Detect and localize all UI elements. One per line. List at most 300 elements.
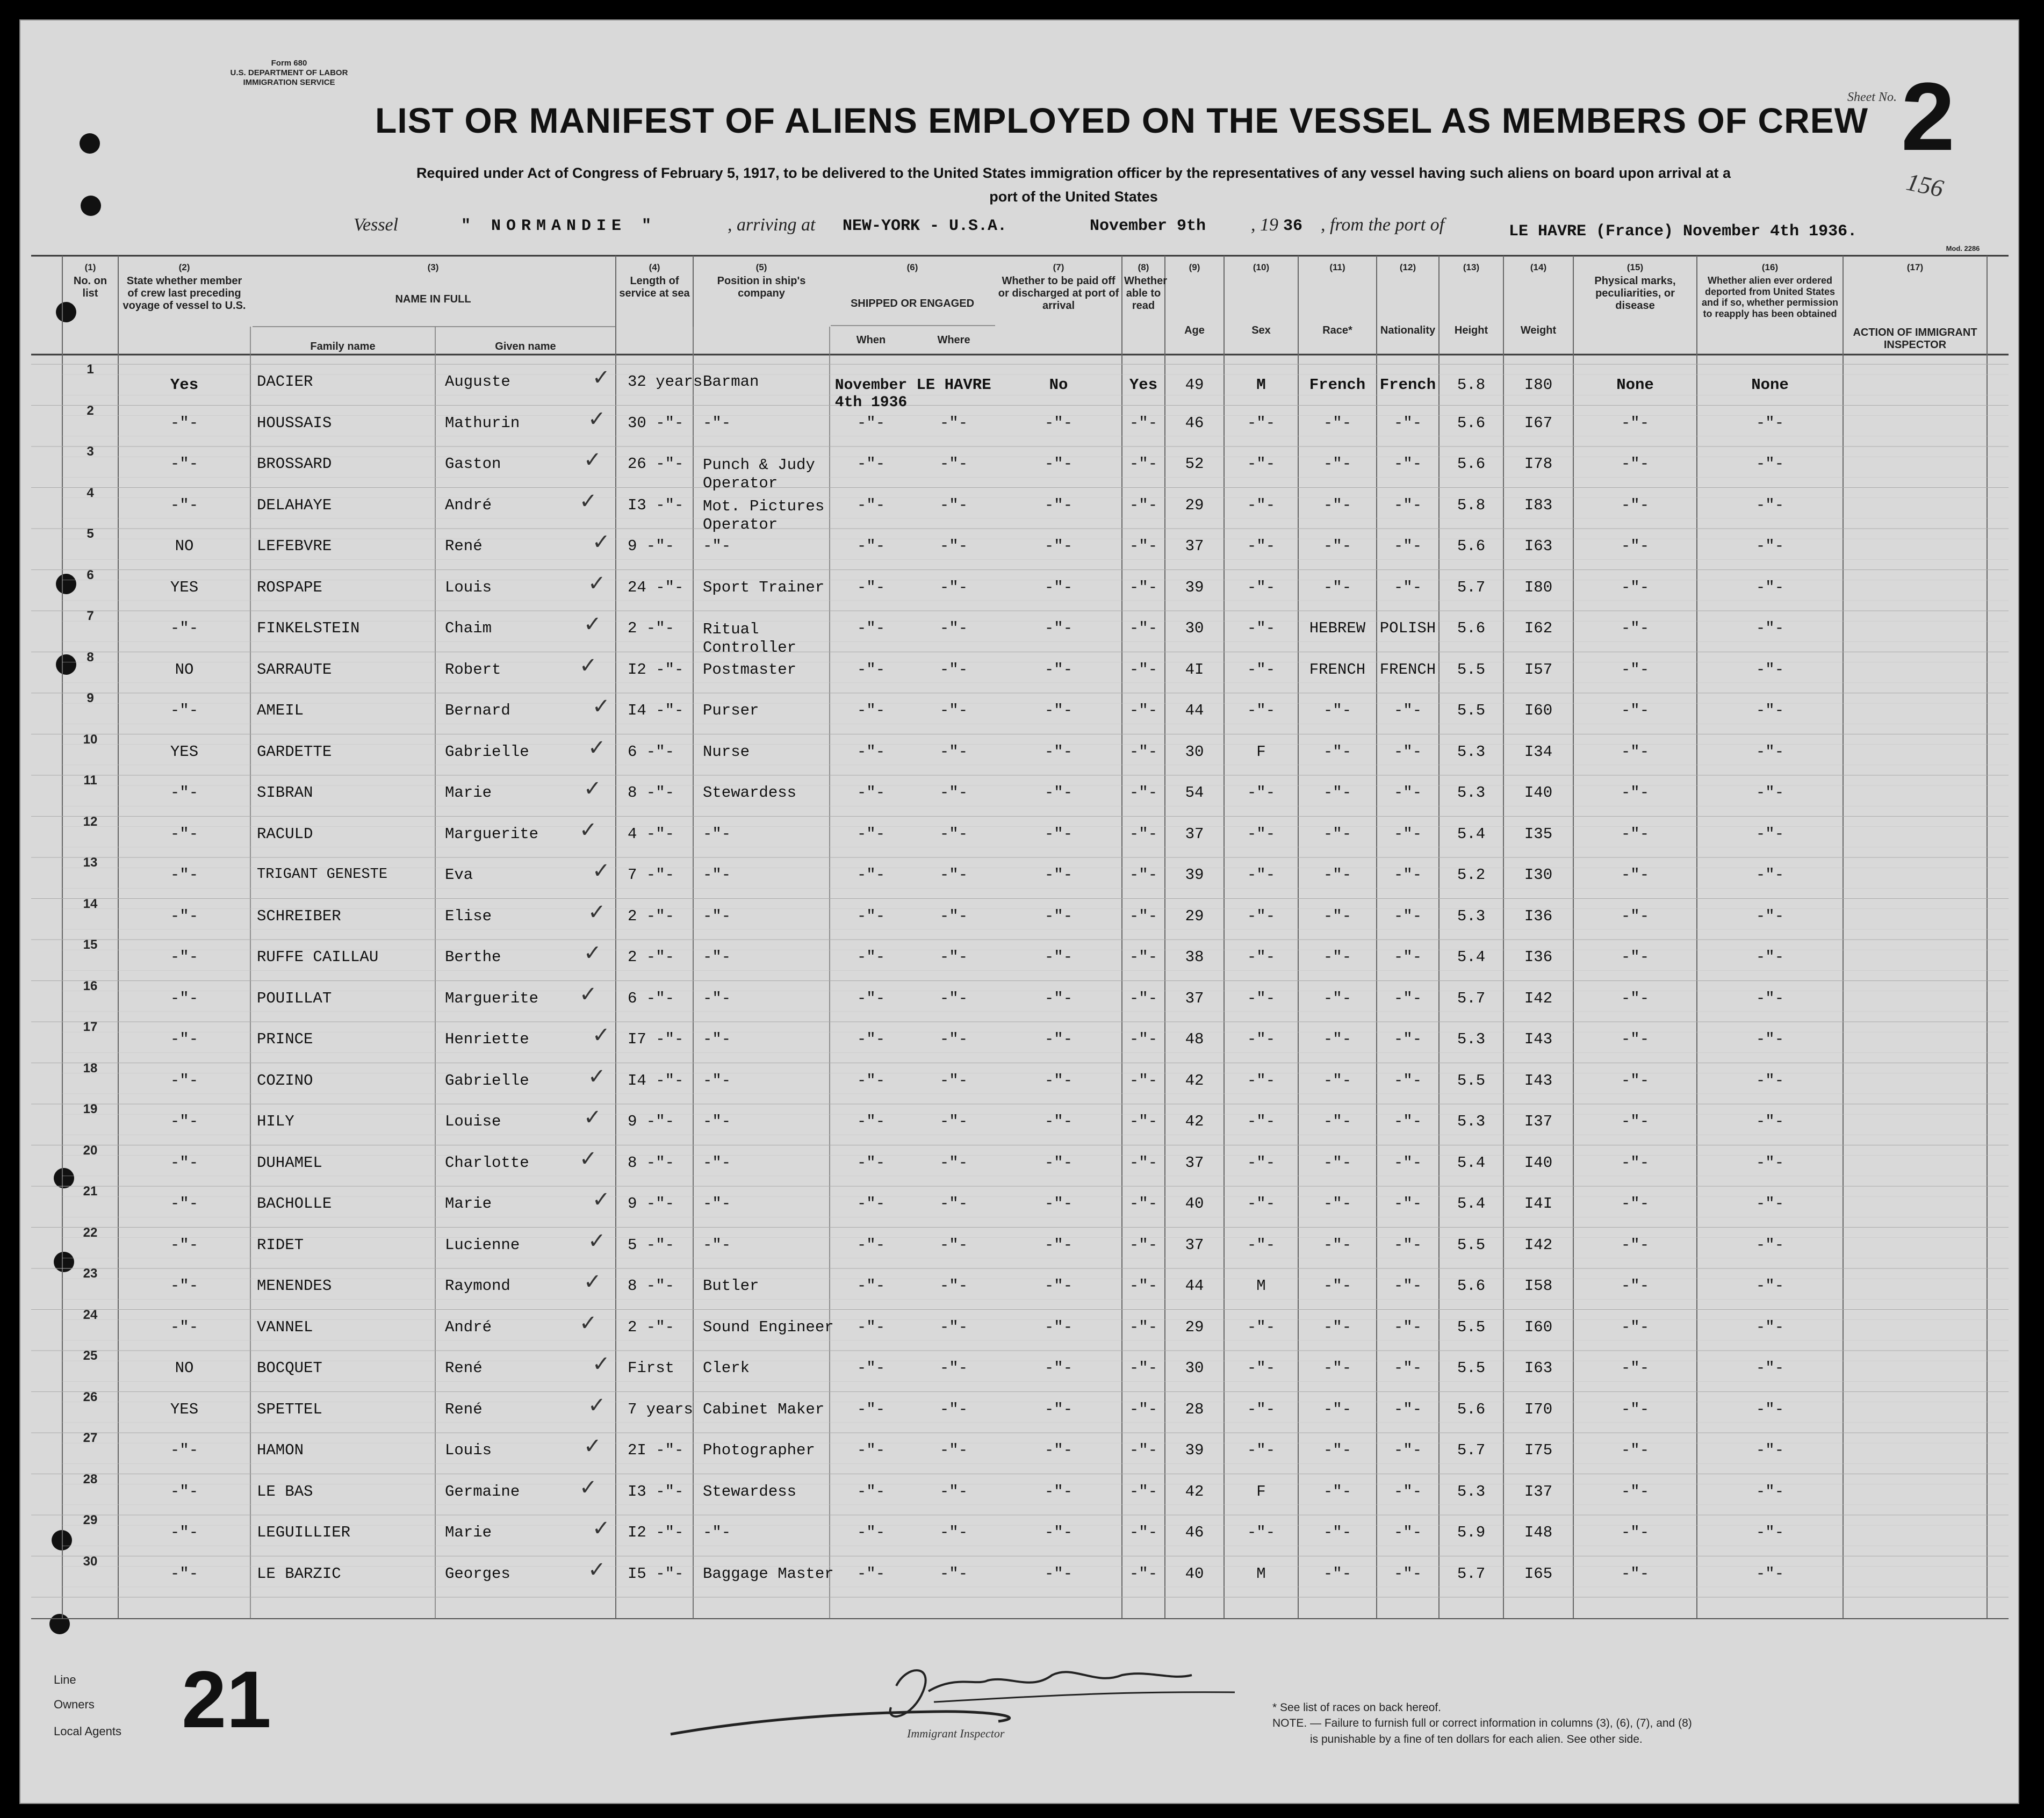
cell-given: Raymond [445, 1277, 510, 1295]
cell-race: -"- [1323, 1482, 1352, 1500]
cell-family: TRIGANT GENESTE [257, 867, 388, 883]
row-number: 29 [83, 1513, 98, 1527]
cell-family: RIDET [257, 1236, 304, 1254]
cell-deported: -"- [1755, 578, 1784, 596]
subtitle-line-1: Required under Act of Congress of February 5, 1917, to be delivered to the United States immigration officer by the representatives of any vessel having such aliens on board upon arrival at a [416, 165, 1731, 181]
cell-prev: Yes [170, 376, 199, 394]
cell-height: 5.6 [1457, 1277, 1486, 1295]
cell-weight: I36 [1524, 948, 1553, 966]
cell-sex: -"- [1247, 907, 1276, 925]
footnote-note-2: is punishable by a fine of ten dollars for each alien. See other side. [1310, 1733, 1643, 1745]
cell-position: Stewardess [703, 1482, 797, 1500]
cell-marks: -"- [1621, 1113, 1650, 1130]
cell-family: SPETTEL [257, 1400, 322, 1418]
cell-family: DELAHAYE [257, 496, 332, 514]
cell-height: 5.7 [1457, 989, 1486, 1007]
cell-race: -"- [1323, 1318, 1352, 1336]
cell-race: -"- [1323, 825, 1352, 843]
arriving-label: , arriving at [728, 215, 816, 235]
cell-age: 39 [1185, 578, 1204, 596]
cell-prev: -"- [170, 1071, 199, 1090]
cell-deported: -"- [1755, 1359, 1784, 1377]
cell-position: Stewardess [703, 784, 797, 802]
cell-deported: -"- [1755, 496, 1784, 514]
cell-marks: -"- [1621, 866, 1650, 884]
cell-prev: -"- [170, 1524, 199, 1541]
check-mark: ✓ [592, 1023, 610, 1048]
cell-sex: -"- [1247, 537, 1276, 555]
departure-port-date: LE HAVRE (France) November 4th 1936. [1509, 222, 1858, 241]
cell-weight: I36 [1524, 907, 1553, 925]
cell-where: -"- [939, 948, 968, 966]
cell-weight: I78 [1524, 455, 1553, 473]
cell-when: -"- [857, 1277, 886, 1295]
cell-age: 28 [1185, 1400, 1204, 1418]
cell-height: 5.7 [1457, 578, 1486, 596]
cell-given: René [445, 1359, 483, 1377]
column-header-17: ACTION OF IMMIGRANT INSPECTOR [1853, 327, 1977, 351]
cell-height: 5.2 [1457, 866, 1486, 884]
cell-service: 9 -"- [628, 1113, 675, 1130]
column-header-6: SHIPPED OR ENGAGED [850, 298, 975, 309]
cell-family: RACULD [257, 825, 313, 843]
cell-position: -"- [703, 1524, 731, 1541]
cell-when: -"- [857, 1071, 886, 1090]
cell-position: Sound Engineer [703, 1318, 834, 1336]
cell-given: Berthe [445, 948, 501, 966]
cell-paid: -"- [1044, 1564, 1073, 1583]
cell-marks: -"- [1621, 1564, 1650, 1583]
cell-family: BROSSARD [257, 455, 332, 473]
column-header-10: Sex [1251, 324, 1271, 336]
cell-when: -"- [857, 989, 886, 1007]
cell-deported: -"- [1755, 784, 1784, 802]
cell-deported: -"- [1755, 1277, 1784, 1295]
cell-service: 32 years [628, 373, 703, 391]
cell-paid: -"- [1044, 1359, 1073, 1377]
cell-deported: -"- [1755, 1482, 1784, 1500]
cell-paid: -"- [1044, 496, 1073, 514]
cell-nat: -"- [1393, 1236, 1422, 1254]
cell-family: COZINO [257, 1071, 313, 1090]
cell-weight: I63 [1524, 1359, 1553, 1377]
cell-family: SARRAUTE [257, 660, 332, 679]
cell-position: Postmaster [703, 660, 797, 679]
cell-paid: -"- [1044, 989, 1073, 1007]
check-mark: ✓ [584, 941, 602, 965]
cell-paid: -"- [1044, 1236, 1073, 1254]
cell-family: LEFEBVRE [257, 537, 332, 555]
cell-position: -"- [703, 1113, 731, 1130]
column-number-13: (13) [1463, 262, 1480, 272]
cell-weight: I34 [1524, 742, 1553, 761]
cell-given: Marguerite [445, 989, 539, 1007]
cell-when: -"- [857, 1400, 886, 1418]
cell-marks: -"- [1621, 660, 1650, 679]
footnotes [1272, 1700, 1692, 1747]
cell-family: RUFFE CAILLAU [257, 948, 379, 966]
cell-prev: -"- [170, 825, 199, 843]
subheader-when: When [856, 334, 886, 346]
cell-race: -"- [1323, 1113, 1352, 1130]
cell-sex: -"- [1247, 1524, 1276, 1541]
cell-where: -"- [939, 1318, 968, 1336]
cell-when: -"- [857, 1236, 886, 1254]
cell-service: 5 -"- [628, 1236, 675, 1254]
cell-nat: -"- [1393, 1441, 1422, 1459]
cell-race: French [1309, 376, 1366, 394]
cell-service: 8 -"- [628, 1277, 675, 1295]
cell-position: Clerk [703, 1359, 750, 1377]
cell-height: 5.3 [1457, 784, 1486, 802]
cell-read: -"- [1129, 907, 1158, 925]
cell-service: 2 -"- [628, 907, 675, 925]
cell-when: -"- [857, 825, 886, 843]
cell-deported: -"- [1755, 1524, 1784, 1541]
cell-prev: -"- [170, 1277, 199, 1295]
cell-service: I2 -"- [628, 1524, 684, 1541]
cell-sex: -"- [1247, 414, 1276, 432]
cell-nat: -"- [1393, 784, 1422, 802]
cell-family: PRINCE [257, 1030, 313, 1048]
cell-given: Mathurin [445, 414, 520, 432]
cell-sex: -"- [1247, 702, 1276, 719]
cell-age: 29 [1185, 1318, 1204, 1336]
cell-read: -"- [1129, 1524, 1158, 1541]
cell-age: 46 [1185, 414, 1204, 432]
cell-when: -"- [857, 1524, 886, 1541]
cell-paid: -"- [1044, 1400, 1073, 1418]
cell-prev: -"- [170, 414, 199, 432]
cell-read: Yes [1129, 376, 1158, 394]
row-number: 27 [83, 1431, 98, 1445]
cell-when: -"- [857, 455, 886, 473]
cell-deported: -"- [1755, 825, 1784, 843]
cell-where: -"- [939, 455, 968, 473]
cell-race: -"- [1323, 702, 1352, 719]
cell-position: Punch & Judy Operator [703, 456, 815, 492]
cell-race: -"- [1323, 948, 1352, 966]
cell-marks: -"- [1621, 578, 1650, 596]
check-mark: ✓ [588, 406, 606, 431]
cell-where: -"- [939, 660, 968, 679]
cell-family: DUHAMEL [257, 1153, 322, 1172]
row-number: 11 [83, 773, 97, 788]
cell-sex: F [1256, 1482, 1266, 1500]
column-number-2: (2) [178, 262, 190, 272]
cell-nat: -"- [1393, 907, 1422, 925]
cell-sex: -"- [1247, 866, 1276, 884]
cell-age: 40 [1185, 1564, 1204, 1583]
cell-where: -"- [939, 866, 968, 884]
column-number-9: (9) [1189, 262, 1200, 272]
cell-age: 29 [1185, 496, 1204, 514]
cell-where: -"- [939, 1236, 968, 1254]
local-agents-label: Local Agents [54, 1725, 121, 1738]
cell-weight: I67 [1524, 414, 1553, 432]
cell-age: 37 [1185, 537, 1204, 555]
cell-read: -"- [1129, 455, 1158, 473]
cell-race: -"- [1323, 1030, 1352, 1048]
cell-position: Purser [703, 702, 759, 719]
cell-nat: -"- [1393, 825, 1422, 843]
cell-read: -"- [1129, 1071, 1158, 1090]
cell-when: -"- [857, 619, 886, 637]
cell-marks: -"- [1621, 1071, 1650, 1090]
cell-given: Henriette [445, 1030, 529, 1048]
row-number: 14 [83, 896, 98, 911]
cell-paid: -"- [1044, 907, 1073, 925]
cell-prev: NO [175, 537, 194, 555]
cell-nat: -"- [1393, 1153, 1422, 1172]
cell-nat: -"- [1393, 1482, 1422, 1500]
cell-nat: FRENCH [1379, 660, 1436, 679]
cell-read: -"- [1129, 1359, 1158, 1377]
cell-age: 46 [1185, 1524, 1204, 1541]
cell-marks: -"- [1621, 1277, 1650, 1295]
cell-deported: -"- [1755, 1153, 1784, 1172]
cell-weight: I4I [1524, 1195, 1553, 1213]
cell-read: -"- [1129, 578, 1158, 596]
cell-sex: -"- [1247, 660, 1276, 679]
cell-race: -"- [1323, 989, 1352, 1007]
column-number-14: (14) [1530, 262, 1547, 272]
cell-given: Marie [445, 1195, 492, 1213]
cell-where: -"- [939, 1441, 968, 1459]
cell-prev: -"- [170, 619, 199, 637]
cell-height: 5.6 [1457, 414, 1486, 432]
cell-weight: I63 [1524, 537, 1553, 555]
cell-when: -"- [857, 1318, 886, 1336]
cell-where: -"- [939, 1030, 968, 1048]
column-header-16: Whether alien ever ordered deported from United States and if so, whether permission to reapply has been obtained [1701, 275, 1839, 320]
cell-when: -"- [857, 1482, 886, 1500]
cell-deported: -"- [1755, 414, 1784, 432]
cell-race: -"- [1323, 1400, 1352, 1418]
cell-when: -"- [857, 537, 886, 555]
cell-race: -"- [1323, 1153, 1352, 1172]
check-mark: ✓ [592, 694, 610, 719]
cell-where: -"- [939, 702, 968, 719]
cell-family: LE BAS [257, 1482, 313, 1500]
cell-race: -"- [1323, 578, 1352, 596]
cell-given: Louise [445, 1113, 501, 1130]
row-number: 5 [87, 526, 94, 541]
cell-prev: -"- [170, 948, 199, 966]
cell-service: 2 -"- [628, 619, 675, 637]
cell-position: Photographer [703, 1441, 815, 1459]
row-number: 2 [87, 403, 94, 418]
cell-position: -"- [703, 907, 731, 925]
cell-where: LE HAVRE [916, 376, 991, 394]
cell-deported: -"- [1755, 619, 1784, 637]
cell-prev: -"- [170, 496, 199, 514]
cell-weight: I42 [1524, 989, 1553, 1007]
check-mark: ✓ [579, 1310, 598, 1336]
cell-service: 7 years [628, 1400, 693, 1418]
cell-height: 5.6 [1457, 537, 1486, 555]
subheader-where: Where [937, 334, 970, 346]
cell-marks: -"- [1621, 948, 1650, 966]
cell-age: 30 [1185, 742, 1204, 761]
cell-family: LE BARZIC [257, 1564, 341, 1583]
cell-paid: -"- [1044, 660, 1073, 679]
cell-age: 42 [1185, 1071, 1204, 1090]
cell-marks: -"- [1621, 1441, 1650, 1459]
cell-position: -"- [703, 948, 731, 966]
cell-paid: No [1049, 376, 1068, 394]
cell-where: -"- [939, 1400, 968, 1418]
cell-nat: -"- [1393, 1071, 1422, 1090]
column-number-11: (11) [1329, 262, 1345, 272]
cell-read: -"- [1129, 1030, 1158, 1048]
column-header-4: Length of service at sea [619, 275, 690, 299]
cell-service: I4 -"- [628, 1071, 684, 1090]
cell-family: DACIER [257, 373, 313, 391]
cell-nat: -"- [1393, 1113, 1422, 1130]
cell-read: -"- [1129, 414, 1158, 432]
cell-given: André [445, 1318, 492, 1336]
cell-sex: -"- [1247, 1071, 1276, 1090]
cell-marks: -"- [1621, 1236, 1650, 1254]
cell-paid: -"- [1044, 1195, 1073, 1213]
service-name: IMMIGRATION SERVICE [243, 78, 335, 87]
cell-race: -"- [1323, 1359, 1352, 1377]
cell-position: Ritual Controller [703, 621, 797, 656]
cell-position: -"- [703, 1030, 731, 1048]
cell-nat: French [1379, 376, 1436, 394]
cell-weight: I57 [1524, 660, 1553, 679]
cell-prev: -"- [170, 907, 199, 925]
column-number-1: (1) [84, 262, 96, 272]
cell-service: I3 -"- [628, 1482, 684, 1500]
cell-family: BOCQUET [257, 1359, 322, 1377]
cell-paid: -"- [1044, 1524, 1073, 1541]
column-header-15: Physical marks, peculiarities, or disease [1594, 275, 1676, 312]
cell-race: -"- [1323, 742, 1352, 761]
column-header-14: Weight [1520, 324, 1557, 336]
cell-height: 5.5 [1457, 1318, 1486, 1336]
department-name: U.S. DEPARTMENT OF LABOR [230, 68, 348, 77]
column-number-12: (12) [1399, 262, 1416, 272]
cell-paid: -"- [1044, 1318, 1073, 1336]
cell-deported: -"- [1755, 1400, 1784, 1418]
cell-family: HAMON [257, 1441, 304, 1459]
cell-race: -"- [1323, 537, 1352, 555]
cell-service: 6 -"- [628, 989, 675, 1007]
cell-family: POUILLAT [257, 989, 332, 1007]
cell-height: 5.7 [1457, 1564, 1486, 1583]
cell-height: 5.4 [1457, 948, 1486, 966]
row-number: 17 [83, 1020, 98, 1034]
cell-height: 5.6 [1457, 455, 1486, 473]
cell-deported: -"- [1755, 989, 1784, 1007]
cell-paid: -"- [1044, 537, 1073, 555]
cell-deported: -"- [1755, 537, 1784, 555]
cell-weight: I30 [1524, 866, 1553, 884]
check-mark: ✓ [592, 1516, 610, 1541]
cell-height: 5.8 [1457, 376, 1486, 394]
cell-height: 5.5 [1457, 660, 1486, 679]
cell-given: Gabrielle [445, 1071, 529, 1090]
cell-weight: I43 [1524, 1030, 1553, 1048]
cell-sex: -"- [1247, 825, 1276, 843]
cell-height: 5.4 [1457, 1153, 1486, 1172]
cell-prev: -"- [170, 1482, 199, 1500]
cell-sex: -"- [1247, 1153, 1276, 1172]
check-mark: ✓ [584, 1105, 602, 1130]
cell-sex: -"- [1247, 1359, 1276, 1377]
row-number: 18 [83, 1060, 98, 1076]
cell-deported: -"- [1755, 948, 1784, 966]
cell-given: Georges [445, 1564, 510, 1583]
cell-prev: -"- [170, 1195, 199, 1213]
row-number: 10 [83, 732, 98, 747]
check-mark: ✓ [579, 488, 598, 514]
sheet-label: Sheet No. [1847, 90, 1897, 104]
cell-prev: -"- [170, 866, 199, 884]
cell-race: -"- [1323, 1441, 1352, 1459]
line-label: Line [54, 1673, 76, 1686]
cell-service: 2 -"- [628, 1318, 675, 1336]
cell-race: -"- [1323, 414, 1352, 432]
cell-prev: -"- [170, 1441, 199, 1459]
check-mark: ✓ [588, 1064, 606, 1089]
cell-service: 6 -"- [628, 742, 675, 761]
cell-paid: -"- [1044, 1441, 1073, 1459]
arriving-port: NEW-YORK - U.S.A. [843, 217, 1007, 235]
cell-read: -"- [1129, 1400, 1158, 1418]
cell-race: -"- [1323, 1524, 1352, 1541]
cell-given: René [445, 1400, 483, 1418]
check-mark: ✓ [592, 1187, 610, 1212]
cell-paid: -"- [1044, 578, 1073, 596]
vessel-label: Vessel [354, 215, 399, 235]
row-number: 23 [83, 1266, 98, 1281]
cell-weight: I80 [1524, 578, 1553, 596]
column-header-7: Whether to be paid off or discharged at port of arrival [998, 275, 1119, 312]
cell-deported: -"- [1755, 1441, 1784, 1459]
check-mark: ✓ [584, 1269, 602, 1294]
cell-sex: -"- [1247, 1113, 1276, 1130]
column-header-12: Nationality [1380, 324, 1436, 336]
cell-read: -"- [1129, 1153, 1158, 1172]
cell-height: 5.3 [1457, 907, 1486, 925]
cell-service: I3 -"- [628, 496, 684, 514]
cell-when: -"- [857, 702, 886, 719]
row-number: 24 [83, 1307, 98, 1322]
cell-deported: -"- [1755, 1113, 1784, 1130]
column-number-10: (10) [1253, 262, 1270, 272]
cell-read: -"- [1129, 496, 1158, 514]
cell-service: 30 -"- [628, 414, 684, 432]
cell-where: -"- [939, 784, 968, 802]
cell-when: -"- [857, 496, 886, 514]
cell-where: -"- [939, 619, 968, 637]
cell-deported: -"- [1755, 866, 1784, 884]
cell-given: Charlotte [445, 1153, 529, 1172]
cell-given: Eva [445, 866, 473, 884]
cell-when: -"- [857, 578, 886, 596]
cell-read: -"- [1129, 1564, 1158, 1583]
check-mark: ✓ [584, 1434, 602, 1459]
cell-given: Germaine [445, 1482, 520, 1500]
cell-nat: -"- [1393, 742, 1422, 761]
cell-age: 48 [1185, 1030, 1204, 1048]
cell-position: -"- [703, 866, 731, 884]
cell-paid: -"- [1044, 1113, 1073, 1130]
cell-sex: M [1256, 376, 1266, 394]
